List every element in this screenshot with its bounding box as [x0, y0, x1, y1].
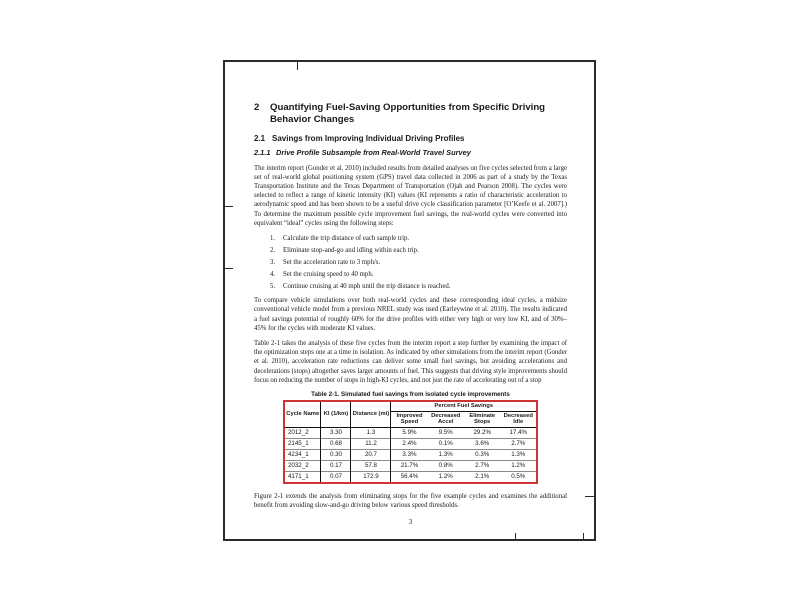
table-cell: 3.3% — [391, 449, 428, 460]
heading-number: 2 — [254, 102, 260, 113]
step-item: 5. Continue cruising at 40 mph until the trip distance is reached. — [270, 282, 451, 290]
table-cell: 3.6% — [464, 438, 501, 449]
table-cell: 29.2% — [473, 429, 491, 437]
table-cell: 2012_2 — [284, 427, 321, 438]
column-header: Eliminate Stops — [464, 411, 501, 427]
crop-mark — [585, 496, 594, 497]
step-item: 3. Set the acceleration rate to 3 mph/s. — [270, 258, 381, 266]
column-header: Cycle Name — [284, 401, 321, 427]
table-cell: 0.30 — [321, 449, 351, 460]
column-header: Decreased Idle — [500, 411, 537, 427]
table-row — [284, 438, 537, 449]
step-item: 2. Eliminate stop-and-go and idling within each trip. — [270, 246, 419, 254]
table-cell: 2.4% — [391, 438, 428, 449]
paragraph-table-intro: Table 2-1 takes the analysis of these five cycles from the interim report a step further by examining the impact of the optimization steps one at a time in isolation. As indicated by other simulations from the interim report (Gonder et al. 2010), acceleration rate reductions can deliver some small fuel savings, but avoiding accelerations and decelerations (stops) altogether saves larger amounts of fuel. This suggests that driving style improvements should focus on reducing the number of stops in high-KI cycles, and not just the rate of accelerating out of a stop — [254, 339, 567, 384]
column-header: Decreased Accel — [427, 411, 464, 427]
paragraph-figure-ref: Figure 2-1 extends the analysis from eliminating stops for the five example cycles and examines the additional benefit from avoiding slow-and-go driving below various speed thresholds. — [254, 492, 567, 509]
table-caption: Table 2-1. Simulated fuel savings from isolated cycle improvements — [311, 390, 510, 398]
table-cell: 1.2% — [427, 471, 464, 483]
table-cell: 3.30 — [321, 427, 351, 438]
table-container — [254, 400, 567, 484]
table-row — [284, 427, 537, 438]
table-cell: 172.9 — [351, 471, 391, 483]
table-cell: 1.3% — [500, 449, 537, 460]
column-header: Improved Speed — [391, 411, 428, 427]
section-text: Savings from Improving Individual Driving Profiles — [272, 134, 465, 143]
table-row — [284, 449, 537, 460]
subsection-number: 2.1.1 — [254, 148, 271, 157]
table-cell: 2032_2 — [284, 460, 321, 471]
table-cell: 0.8% — [427, 460, 464, 471]
table-cell: 0.5% — [500, 471, 537, 483]
section-number: 2.1 — [254, 134, 266, 143]
table-cell: 21.7% — [391, 460, 428, 471]
table-cell: 5.9% — [402, 429, 417, 437]
crop-mark — [583, 533, 584, 539]
table-cell: 0.07 — [321, 471, 351, 483]
table-cell: 1.2% — [500, 460, 537, 471]
table-cell: 0.3% — [464, 449, 501, 460]
fuel-savings-table — [283, 400, 538, 484]
table-cell: 2145_1 — [284, 438, 321, 449]
table-cell: 20.7 — [351, 449, 391, 460]
step-item: 4. Set the cruising speed to 40 mph. — [270, 270, 374, 278]
table-cell: 2.7% — [500, 438, 537, 449]
paragraph-comparison: To compare vehicle simulations over both real-world cycles and these corresponding ideal cycles, a midsize conventional vehicle model from a previous NREL study was used (Earleywine et al. 2010). The results indicated a fuel savings potential of roughly 60% for the drive profiles with either very high or very low KI, and of 30%–45% for the cycles with moderate KI values. — [254, 297, 567, 332]
crop-mark — [225, 268, 233, 269]
table-cell: 1.3 — [351, 427, 391, 438]
table-cell: 2.7% — [464, 460, 501, 471]
paragraph-intro: The interim report (Gonder et al. 2010) included results from detailed analyses on five cycles selected from a large set of real-world global positioning system (GPS) travel data collected in 2006 as part of a study by the Texas Transportation Institute and the Texas Department of Transportation (Ojah and Pearson 2008). The cycles were selected to reflect a range of kinetic intensity (KI) values (KI represents a ratio of characteristic acceleration to aerodynamic speed and has been shown to be a useful drive cycle classification parameter [O’Keefe et al. 2007].) To determine the maximum possible cycle improvement fuel savings, the real-world cycles were converted into equivalent “ideal” cycles using the following steps: — [254, 164, 567, 227]
table-cell: 56.4% — [391, 471, 428, 483]
table-cell: 2.1% — [464, 471, 501, 483]
section-heading — [254, 134, 567, 143]
crop-mark — [515, 533, 516, 539]
table-cell: 0.17 — [321, 460, 351, 471]
table-cell: 1.3% — [427, 449, 464, 460]
page-title — [254, 102, 567, 125]
table-header-row — [284, 401, 537, 411]
table-cell: 11.2 — [351, 438, 391, 449]
subsection-heading — [254, 149, 567, 158]
steps-list — [270, 234, 567, 291]
crop-mark — [297, 62, 298, 70]
table-cell: 57.8 — [351, 460, 391, 471]
table-row — [284, 460, 537, 471]
subsection-text: Drive Profile Subsample from Real-World Travel Survey — [276, 148, 471, 157]
table-cell: 9.5% — [438, 429, 453, 437]
report-page — [223, 60, 596, 541]
table-cell: 0.1% — [427, 438, 464, 449]
page-number: 3 — [408, 518, 413, 527]
step-item: 1. Calculate the trip distance of each sample trip. — [270, 234, 410, 242]
span-column-header: Percent Fuel Savings — [391, 401, 537, 411]
table-cell: 0.68 — [321, 438, 351, 449]
column-header: KI (1/km) — [321, 401, 351, 427]
table-cell: 17.4% — [509, 429, 528, 437]
table-cell: 4234_1 — [284, 449, 321, 460]
heading-text: Quantifying Fuel-Saving Opportunities from Specific Driving Behavior Changes — [270, 102, 546, 125]
table-cell: 4171_1 — [284, 471, 321, 483]
column-header: Distance (mi) — [351, 401, 391, 427]
crop-mark — [225, 206, 233, 207]
table-row — [284, 471, 537, 483]
